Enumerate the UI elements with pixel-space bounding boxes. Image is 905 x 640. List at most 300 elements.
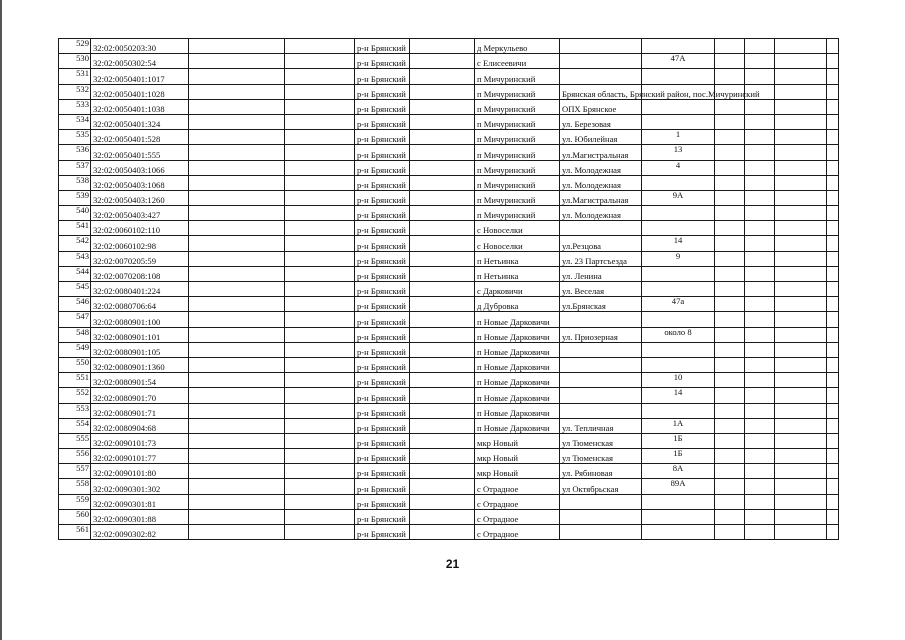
col-empty-c-cell xyxy=(410,130,475,145)
col-empty-d-cell xyxy=(715,464,745,479)
col-empty-f-cell xyxy=(775,388,827,403)
col-empty-e-cell xyxy=(745,479,775,494)
col-empty-a-cell xyxy=(189,221,285,236)
cadastral-number-cell: 32:02:0090301:81 xyxy=(91,494,189,509)
col-empty-d-cell xyxy=(715,433,745,448)
table-row xyxy=(59,282,839,297)
row-number-cell: 552 xyxy=(59,388,91,403)
col-empty-b-cell xyxy=(285,99,355,114)
col-empty-d-cell xyxy=(715,525,745,540)
col-empty-d-cell xyxy=(715,403,745,418)
row-number-cell: 542 xyxy=(59,236,91,251)
table-row xyxy=(59,312,839,327)
table-row xyxy=(59,297,839,312)
settlement-cell: п Новые Дарковичи xyxy=(475,357,560,372)
col-empty-a-cell xyxy=(189,266,285,281)
building-number-cell xyxy=(642,403,715,418)
col-empty-b-cell xyxy=(285,297,355,312)
col-empty-e-cell xyxy=(745,494,775,509)
cadastral-number-cell: 32:02:0080901:1360 xyxy=(91,357,189,372)
settlement-cell: с Отрадное xyxy=(475,509,560,524)
settlement-cell: п Нетьинка xyxy=(475,266,560,281)
street-cell: ул Тюменская xyxy=(560,449,642,464)
col-empty-b-cell xyxy=(285,357,355,372)
settlement-cell: с Елисеевичи xyxy=(475,54,560,69)
building-number-cell xyxy=(642,266,715,281)
street-cell: ул. Приозерная xyxy=(560,327,642,342)
cadastral-number-cell: 32:02:0090301:88 xyxy=(91,509,189,524)
col-empty-f-cell xyxy=(775,221,827,236)
settlement-cell: п Новые Дарковичи xyxy=(475,342,560,357)
col-empty-f-cell xyxy=(775,357,827,372)
col-empty-c-cell xyxy=(410,373,475,388)
col-empty-e-cell xyxy=(745,160,775,175)
building-number-cell: 1 xyxy=(642,130,715,145)
col-empty-d-cell xyxy=(715,449,745,464)
building-number-cell: 13 xyxy=(642,145,715,160)
col-empty-b-cell xyxy=(285,312,355,327)
col-empty-g-cell xyxy=(827,175,839,190)
district-cell: р-н Брянский xyxy=(355,357,410,372)
settlement-cell: с Дарковичи xyxy=(475,282,560,297)
col-empty-f-cell xyxy=(775,494,827,509)
building-number-cell: 1Б xyxy=(642,449,715,464)
col-empty-e-cell xyxy=(745,525,775,540)
col-empty-b-cell xyxy=(285,494,355,509)
street-cell: ул. Веселая xyxy=(560,282,642,297)
table-row xyxy=(59,145,839,160)
settlement-cell: с Отрадное xyxy=(475,525,560,540)
district-cell: р-н Брянский xyxy=(355,145,410,160)
col-empty-c-cell xyxy=(410,190,475,205)
table-row xyxy=(59,388,839,403)
district-cell: р-н Брянский xyxy=(355,327,410,342)
col-empty-e-cell xyxy=(745,373,775,388)
district-cell: р-н Брянский xyxy=(355,525,410,540)
col-empty-g-cell xyxy=(827,509,839,524)
street-cell xyxy=(560,69,642,84)
district-cell: р-н Брянский xyxy=(355,297,410,312)
row-number-cell: 547 xyxy=(59,312,91,327)
row-number-cell: 538 xyxy=(59,175,91,190)
table-row xyxy=(59,525,839,540)
street-cell xyxy=(560,403,642,418)
col-empty-b-cell xyxy=(285,114,355,129)
col-empty-b-cell xyxy=(285,327,355,342)
table-row xyxy=(59,54,839,69)
building-number-cell: 14 xyxy=(642,236,715,251)
table-row xyxy=(59,327,839,342)
col-empty-f-cell xyxy=(775,433,827,448)
col-empty-g-cell xyxy=(827,312,839,327)
col-empty-c-cell xyxy=(410,175,475,190)
col-empty-e-cell xyxy=(745,342,775,357)
cadastral-number-cell: 32:02:0050302:54 xyxy=(91,54,189,69)
col-empty-e-cell xyxy=(745,114,775,129)
scan-left-edge xyxy=(0,0,2,640)
table-row xyxy=(59,266,839,281)
settlement-cell: п Мичуринский xyxy=(475,206,560,221)
col-empty-d-cell xyxy=(715,479,745,494)
street-cell xyxy=(560,342,642,357)
col-empty-f-cell xyxy=(775,282,827,297)
col-empty-a-cell xyxy=(189,236,285,251)
col-empty-d-cell xyxy=(715,494,745,509)
row-number-cell: 550 xyxy=(59,357,91,372)
cadastral-number-cell: 32:02:0080901:101 xyxy=(91,327,189,342)
row-number-cell: 557 xyxy=(59,464,91,479)
settlement-cell: п Новые Дарковичи xyxy=(475,312,560,327)
street-cell: ул. 23 Партсъезда xyxy=(560,251,642,266)
settlement-cell: с Новоселки xyxy=(475,221,560,236)
col-empty-f-cell xyxy=(775,175,827,190)
col-empty-f-cell xyxy=(775,266,827,281)
street-cell xyxy=(560,54,642,69)
cadastral-number-cell: 32:02:0050403:1260 xyxy=(91,190,189,205)
col-empty-f-cell xyxy=(775,130,827,145)
table-row xyxy=(59,494,839,509)
col-empty-d-cell xyxy=(715,175,745,190)
row-number-cell: 551 xyxy=(59,373,91,388)
district-cell: р-н Брянский xyxy=(355,494,410,509)
col-empty-f-cell xyxy=(775,114,827,129)
cadastral-number-cell: 32:02:0050401:324 xyxy=(91,114,189,129)
col-empty-a-cell xyxy=(189,342,285,357)
col-empty-c-cell xyxy=(410,342,475,357)
cadastral-number-cell: 32:02:0090302:82 xyxy=(91,525,189,540)
row-number-cell: 558 xyxy=(59,479,91,494)
settlement-cell: п Мичуринский xyxy=(475,69,560,84)
col-empty-f-cell xyxy=(775,236,827,251)
col-empty-c-cell xyxy=(410,509,475,524)
table-row xyxy=(59,251,839,266)
cadastral-number-cell: 32:02:0080901:54 xyxy=(91,373,189,388)
col-empty-e-cell xyxy=(745,39,775,54)
building-number-cell xyxy=(642,282,715,297)
row-number-cell: 546 xyxy=(59,297,91,312)
col-empty-a-cell xyxy=(189,494,285,509)
col-empty-f-cell xyxy=(775,327,827,342)
col-empty-e-cell xyxy=(745,130,775,145)
row-number-cell: 541 xyxy=(59,221,91,236)
building-number-cell: около 8 xyxy=(642,327,715,342)
row-number-cell: 531 xyxy=(59,69,91,84)
col-empty-a-cell xyxy=(189,251,285,266)
cadastral-number-cell: 32:02:0080706:64 xyxy=(91,297,189,312)
cadastral-number-cell: 32:02:0080901:70 xyxy=(91,388,189,403)
col-empty-d-cell xyxy=(715,266,745,281)
cadastral-number-cell: 32:02:0050403:1068 xyxy=(91,175,189,190)
district-cell: р-н Брянский xyxy=(355,69,410,84)
street-cell: Брянская область, Брянский район, пос.Мичуринский xyxy=(560,84,642,99)
building-number-cell xyxy=(642,509,715,524)
street-cell xyxy=(560,221,642,236)
col-empty-b-cell xyxy=(285,342,355,357)
building-number-cell xyxy=(642,69,715,84)
col-empty-a-cell xyxy=(189,160,285,175)
table-row xyxy=(59,342,839,357)
building-number-cell xyxy=(642,221,715,236)
district-cell: р-н Брянский xyxy=(355,373,410,388)
col-empty-d-cell xyxy=(715,145,745,160)
cadastral-number-cell: 32:02:0050403:1066 xyxy=(91,160,189,175)
settlement-cell: п Мичуринский xyxy=(475,84,560,99)
row-number-cell: 532 xyxy=(59,84,91,99)
building-number-cell xyxy=(642,312,715,327)
col-empty-e-cell xyxy=(745,206,775,221)
row-number-cell: 545 xyxy=(59,282,91,297)
col-empty-b-cell xyxy=(285,525,355,540)
street-cell: ул.Резцова xyxy=(560,236,642,251)
col-empty-b-cell xyxy=(285,373,355,388)
col-empty-c-cell xyxy=(410,99,475,114)
building-number-cell: 1Б xyxy=(642,433,715,448)
street-cell xyxy=(560,509,642,524)
settlement-cell: с Отрадное xyxy=(475,494,560,509)
col-empty-e-cell xyxy=(745,175,775,190)
col-empty-g-cell xyxy=(827,418,839,433)
col-empty-e-cell xyxy=(745,236,775,251)
col-empty-c-cell xyxy=(410,236,475,251)
col-empty-e-cell xyxy=(745,357,775,372)
table-row xyxy=(59,114,839,129)
col-empty-b-cell xyxy=(285,221,355,236)
col-empty-c-cell xyxy=(410,479,475,494)
col-empty-e-cell xyxy=(745,99,775,114)
col-empty-d-cell xyxy=(715,357,745,372)
col-empty-g-cell xyxy=(827,433,839,448)
col-empty-b-cell xyxy=(285,236,355,251)
col-empty-a-cell xyxy=(189,312,285,327)
col-empty-g-cell xyxy=(827,373,839,388)
col-empty-e-cell xyxy=(745,433,775,448)
building-number-cell: 14 xyxy=(642,388,715,403)
col-empty-b-cell xyxy=(285,145,355,160)
col-empty-e-cell xyxy=(745,282,775,297)
col-empty-g-cell xyxy=(827,449,839,464)
table-row xyxy=(59,221,839,236)
settlement-cell: п Мичуринский xyxy=(475,190,560,205)
col-empty-c-cell xyxy=(410,327,475,342)
row-number-cell: 554 xyxy=(59,418,91,433)
col-empty-d-cell xyxy=(715,251,745,266)
col-empty-a-cell xyxy=(189,479,285,494)
col-empty-d-cell xyxy=(715,327,745,342)
col-empty-e-cell xyxy=(745,327,775,342)
col-empty-a-cell xyxy=(189,525,285,540)
cadastral-number-cell: 32:02:0060102:98 xyxy=(91,236,189,251)
col-empty-g-cell xyxy=(827,190,839,205)
col-empty-b-cell xyxy=(285,175,355,190)
col-empty-a-cell xyxy=(189,114,285,129)
col-empty-e-cell xyxy=(745,449,775,464)
col-empty-f-cell xyxy=(775,297,827,312)
col-empty-g-cell xyxy=(827,525,839,540)
col-empty-f-cell xyxy=(775,342,827,357)
settlement-cell: п Нетьинка xyxy=(475,251,560,266)
table-row xyxy=(59,509,839,524)
col-empty-d-cell xyxy=(715,312,745,327)
building-number-cell xyxy=(642,114,715,129)
col-empty-c-cell xyxy=(410,494,475,509)
settlement-cell: с Новоселки xyxy=(475,236,560,251)
col-empty-d-cell xyxy=(715,388,745,403)
settlement-cell: д Меркульево xyxy=(475,39,560,54)
col-empty-c-cell xyxy=(410,54,475,69)
col-empty-f-cell xyxy=(775,39,827,54)
col-empty-a-cell xyxy=(189,130,285,145)
cadastral-number-cell: 32:02:0080901:100 xyxy=(91,312,189,327)
building-number-cell xyxy=(642,206,715,221)
row-number-cell: 555 xyxy=(59,433,91,448)
street-cell: ул. Молодежная xyxy=(560,206,642,221)
table-row xyxy=(59,464,839,479)
col-empty-d-cell xyxy=(715,282,745,297)
property-registry-table xyxy=(58,38,839,540)
district-cell: р-н Брянский xyxy=(355,433,410,448)
col-empty-a-cell xyxy=(189,509,285,524)
settlement-cell: п Мичуринский xyxy=(475,114,560,129)
col-empty-d-cell xyxy=(715,99,745,114)
col-empty-a-cell xyxy=(189,297,285,312)
table-row xyxy=(59,99,839,114)
district-cell: р-н Брянский xyxy=(355,84,410,99)
col-empty-f-cell xyxy=(775,190,827,205)
col-empty-b-cell xyxy=(285,464,355,479)
cadastral-number-cell: 32:02:0050401:1028 xyxy=(91,84,189,99)
table-row xyxy=(59,373,839,388)
col-empty-c-cell xyxy=(410,221,475,236)
table-row xyxy=(59,357,839,372)
street-cell: ул.Магистральная xyxy=(560,190,642,205)
col-empty-d-cell xyxy=(715,54,745,69)
cadastral-number-cell: 32:02:0090101:80 xyxy=(91,464,189,479)
building-number-cell xyxy=(642,99,715,114)
row-number-cell: 553 xyxy=(59,403,91,418)
settlement-cell: с Отрадное xyxy=(475,479,560,494)
row-number-cell: 539 xyxy=(59,190,91,205)
col-empty-b-cell xyxy=(285,388,355,403)
col-empty-e-cell xyxy=(745,69,775,84)
col-empty-c-cell xyxy=(410,39,475,54)
row-number-cell: 548 xyxy=(59,327,91,342)
col-empty-b-cell xyxy=(285,69,355,84)
col-empty-b-cell xyxy=(285,190,355,205)
col-empty-f-cell xyxy=(775,54,827,69)
col-empty-b-cell xyxy=(285,509,355,524)
page-number: 21 xyxy=(445,557,460,571)
row-number-cell: 534 xyxy=(59,114,91,129)
row-number-cell: 560 xyxy=(59,509,91,524)
cadastral-number-cell: 32:02:0090101:73 xyxy=(91,433,189,448)
cadastral-number-cell: 32:02:0090101:77 xyxy=(91,449,189,464)
street-cell xyxy=(560,494,642,509)
street-cell xyxy=(560,39,642,54)
row-number-cell: 537 xyxy=(59,160,91,175)
cadastral-number-cell: 32:02:0050401:1038 xyxy=(91,99,189,114)
registry-rows xyxy=(59,39,839,540)
col-empty-c-cell xyxy=(410,282,475,297)
col-empty-f-cell xyxy=(775,449,827,464)
district-cell: р-н Брянский xyxy=(355,251,410,266)
col-empty-f-cell xyxy=(775,69,827,84)
table-row xyxy=(59,479,839,494)
settlement-cell: п Мичуринский xyxy=(475,145,560,160)
col-empty-c-cell xyxy=(410,297,475,312)
col-empty-a-cell xyxy=(189,418,285,433)
street-cell: ул. Рябиновая xyxy=(560,464,642,479)
district-cell: р-н Брянский xyxy=(355,388,410,403)
col-empty-g-cell xyxy=(827,130,839,145)
district-cell: р-н Брянский xyxy=(355,206,410,221)
col-empty-g-cell xyxy=(827,297,839,312)
col-empty-c-cell xyxy=(410,388,475,403)
col-empty-a-cell xyxy=(189,145,285,160)
col-empty-f-cell xyxy=(775,84,827,99)
col-empty-a-cell xyxy=(189,206,285,221)
col-empty-e-cell xyxy=(745,464,775,479)
building-number-cell: 1А xyxy=(642,418,715,433)
district-cell: р-н Брянский xyxy=(355,266,410,281)
col-empty-b-cell xyxy=(285,206,355,221)
col-empty-a-cell xyxy=(189,99,285,114)
col-empty-a-cell xyxy=(189,464,285,479)
row-number-cell: 536 xyxy=(59,145,91,160)
col-empty-c-cell xyxy=(410,84,475,99)
cadastral-number-cell: 32:02:0060102:110 xyxy=(91,221,189,236)
building-number-cell xyxy=(642,175,715,190)
street-cell xyxy=(560,525,642,540)
col-empty-c-cell xyxy=(410,266,475,281)
col-empty-g-cell xyxy=(827,494,839,509)
col-empty-c-cell xyxy=(410,160,475,175)
district-cell: р-н Брянский xyxy=(355,190,410,205)
col-empty-d-cell xyxy=(715,342,745,357)
building-number-cell: 9 xyxy=(642,251,715,266)
col-empty-g-cell xyxy=(827,357,839,372)
col-empty-g-cell xyxy=(827,388,839,403)
col-empty-g-cell xyxy=(827,39,839,54)
settlement-cell: д Дубровка xyxy=(475,297,560,312)
street-cell xyxy=(560,373,642,388)
row-number-cell: 530 xyxy=(59,54,91,69)
district-cell: р-н Брянский xyxy=(355,282,410,297)
col-empty-c-cell xyxy=(410,449,475,464)
district-cell: р-н Брянский xyxy=(355,449,410,464)
col-empty-a-cell xyxy=(189,84,285,99)
cadastral-number-cell: 32:02:0080401:224 xyxy=(91,282,189,297)
col-empty-a-cell xyxy=(189,449,285,464)
street-cell xyxy=(560,312,642,327)
col-empty-f-cell xyxy=(775,509,827,524)
col-empty-f-cell xyxy=(775,99,827,114)
col-empty-a-cell xyxy=(189,388,285,403)
col-empty-g-cell xyxy=(827,145,839,160)
col-empty-c-cell xyxy=(410,206,475,221)
row-number-cell: 529 xyxy=(59,39,91,54)
table-row xyxy=(59,39,839,54)
col-empty-a-cell xyxy=(189,373,285,388)
street-cell: ОПХ Брянское xyxy=(560,99,642,114)
row-number-cell: 535 xyxy=(59,130,91,145)
col-empty-g-cell xyxy=(827,99,839,114)
col-empty-f-cell xyxy=(775,418,827,433)
col-empty-g-cell xyxy=(827,69,839,84)
col-empty-c-cell xyxy=(410,145,475,160)
col-empty-c-cell xyxy=(410,357,475,372)
district-cell: р-н Брянский xyxy=(355,403,410,418)
table-row xyxy=(59,69,839,84)
